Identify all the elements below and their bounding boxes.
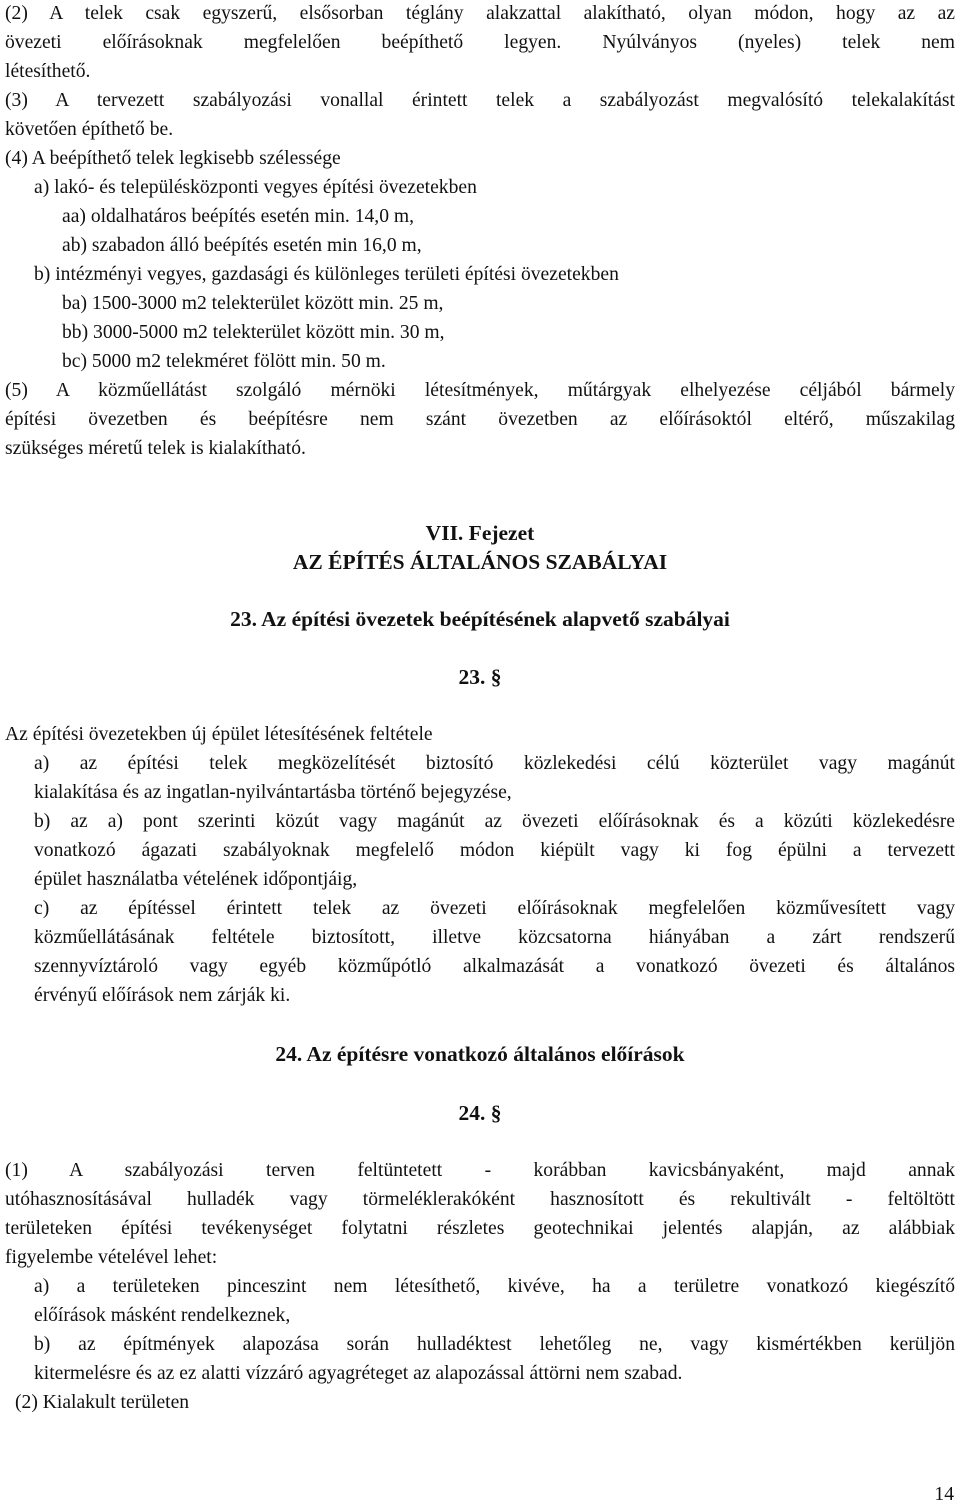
list-item: b) az építmények alapozása során hulladéktest lehetőleg ne, vagy kismértékben kerüljön bbox=[34, 1334, 955, 1355]
list-item: a) a területeken pinceszint nem létesíthető, kivéve, ha a területre vonatkozó kiegészítő bbox=[34, 1276, 955, 1297]
list-item: a) az építési telek megközelítését biztosító közlekedési célú közterület vagy magánút bbox=[34, 753, 955, 774]
paragraph-sign: 24. § bbox=[458, 1101, 502, 1125]
chapter-number: VII. Fejezet bbox=[425, 521, 535, 545]
paragraph-line: (2) A telek csak egyszerű, elsősorban téglány alakzattal alakítható, olyan módon, hogy az az bbox=[5, 3, 955, 24]
section-heading: 24. Az építésre vonatkozó általános előírások bbox=[275, 1042, 685, 1066]
paragraph-line: létesíthető. bbox=[5, 61, 91, 82]
paragraph-line: Az építési övezetekben új épület létesítésének feltétele bbox=[5, 724, 433, 745]
paragraph-sign: 23. § bbox=[458, 665, 502, 689]
list-item: szennyvíztároló vagy egyéb közműpótló alkalmazását a vonatkozó övezeti és általános bbox=[34, 956, 955, 977]
list-item: kitermelésre és az ez alatti vízzáró agyagréteget az alapozással áttörni nem szabad. bbox=[34, 1363, 683, 1384]
list-item: érvényű előírások nem zárják ki. bbox=[34, 985, 291, 1006]
list-item: bc) 5000 m2 telekméret fölött min. 50 m. bbox=[62, 351, 386, 372]
paragraph-line: területeken építési tevékenységet folytatni részletes geotechnikai jelentés alapján, az alábbiak bbox=[5, 1218, 955, 1239]
page-number: 14 bbox=[934, 1484, 954, 1505]
paragraph-line: (5) A közműellátást szolgáló mérnöki létesítmények, műtárgyak elhelyezése céljából bármely bbox=[5, 380, 955, 401]
paragraph-line: építési övezetben és beépítésre nem szánt övezetben az előírásoktól eltérő, műszakilag bbox=[5, 409, 955, 430]
list-item: aa) oldalhatáros beépítés esetén min. 14,0 m, bbox=[62, 206, 415, 227]
list-item: kialakítása és az ingatlan-nyilvántartásba történő bejegyzése, bbox=[34, 782, 512, 803]
list-item: ab) szabadon álló beépítés esetén min 16,0 m, bbox=[62, 235, 422, 256]
paragraph-line: szükséges méretű telek is kialakítható. bbox=[5, 438, 306, 459]
paragraph-line: utóhasznosításával hulladék vagy törmeléklerakóként hasznosított és rekultivált - feltöltött bbox=[5, 1189, 955, 1210]
paragraph-line: (3) A tervezett szabályozási vonallal érintett telek a szabályozást megvalósító telekalakítást bbox=[5, 90, 955, 111]
paragraph-line: figyelembe vételével lehet: bbox=[5, 1247, 218, 1268]
list-item: b) intézményi vegyes, gazdasági és különleges területi építési övezetekben bbox=[34, 264, 619, 285]
list-item: közműellátásának feltétele biztosított, illetve közcsatorna hiányában a zárt rendszerű bbox=[34, 927, 955, 948]
chapter-title: AZ ÉPÍTÉS ÁLTALÁNOS SZABÁLYAI bbox=[292, 550, 668, 574]
paragraph-line: övezeti előírásoknak megfelelően beépíthető legyen. Nyúlványos (nyeles) telek nem bbox=[5, 32, 955, 53]
list-item: ba) 1500-3000 m2 telekterület között min. 25 m, bbox=[62, 293, 444, 314]
list-item: bb) 3000-5000 m2 telekterület között min. 30 m, bbox=[62, 322, 445, 343]
section-heading: 23. Az építési övezetek beépítésének alapvető szabályai bbox=[230, 607, 730, 631]
list-item: a) lakó- és településközponti vegyes építési övezetekben bbox=[34, 177, 477, 198]
list-item: előírások másként rendelkeznek, bbox=[34, 1305, 291, 1326]
paragraph-line: követően építhető be. bbox=[5, 119, 174, 140]
list-item: b) az a) pont szerinti közút vagy magánút az övezeti előírásoknak és a közúti közlekedésre bbox=[34, 811, 955, 832]
list-item: c) az építéssel érintett telek az övezeti előírásoknak megfelelően közművesített vagy bbox=[34, 898, 955, 919]
paragraph-line: (1) A szabályozási terven feltüntetett - korábban kavicsbányaként, majd annak bbox=[5, 1160, 955, 1181]
list-item: vonatkozó ágazati szabályoknak megfelelő módon kiépült vagy ki fog épülni a tervezett bbox=[34, 840, 955, 861]
paragraph-line: (4) A beépíthető telek legkisebb szélessége bbox=[5, 148, 341, 169]
list-item: épület használatba vételének időpontjáig, bbox=[34, 869, 358, 890]
paragraph-line: (2) Kialakult területen bbox=[15, 1392, 190, 1413]
